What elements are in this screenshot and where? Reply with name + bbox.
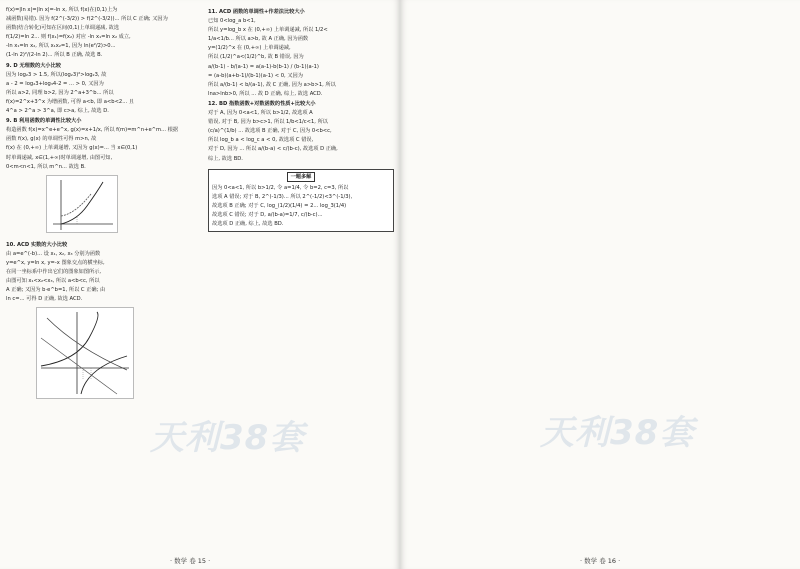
text-line: 所以 (1/2)^a<(1/2)^b, 故 B 错误, 因为 <box>208 54 304 61</box>
text-line: A 正确; 又因为 b·e^b=1, 所以 C 正确; 由 <box>6 287 106 294</box>
text-line: 时单调递减, x∈(1,+∞)时单调递增, 由图可知, <box>6 154 113 161</box>
question-9-label: 9. D 无理数的大小比较 <box>6 62 61 69</box>
text-line: 已知 0<log_a b<1, <box>208 18 256 25</box>
intro-block <box>6 6 198 60</box>
right-page <box>400 0 800 569</box>
text-line: 故选项 B 正确; 对于 C, log_(1/2)(1/4) = 2... log_3(1/4) <box>212 202 347 209</box>
page-footer-right: · 数学 卷 16 · <box>580 557 621 565</box>
text-line: 因为 log₂3 > 1.5, 所以(log₂3)²>log₂3, 故 <box>6 71 107 78</box>
text-line: -ln x₁=ln x₂, 所以 x₁x₂=1, 因为 ln(e²/2)>0... <box>6 43 116 50</box>
text-line: 所以 a>2, 同理 b>2, 因为 2^a+3^b... 所以 <box>6 89 114 96</box>
text-line: y=(1/2)^x 在 (0,+∞) 上单调递减, <box>208 45 291 52</box>
method-box-title: 一题多解 <box>287 172 316 182</box>
text-line: 所以 a/(b-1) < b/(a-1), 故 C 正确, 因为 a>b>1, 所以 <box>208 81 336 88</box>
text-line: 故选项 D 正确, 综上, 故选 BD. <box>212 221 284 228</box>
text-line: 选项 A 错误; 对于 B, 2^(-1/3)... 所以 2^(-1/2)<3^(-1/3), <box>212 193 353 200</box>
text-line: 故选项 C 错误; 对于 D, a/(b-a)=1/7, c/(b-c)... <box>212 211 323 218</box>
text-line: f(x)=|ln x|=|ln x|=-ln x, 所以 f(x)在(0,1)上为 <box>6 7 118 13</box>
text-line: 所以 log_b a < log_c a < 0, 故选项 C 错误, <box>208 137 314 144</box>
text-line: 错误, 对于 B, 因为 b>c>1, 所以 1/b<1/c<1, 所以 <box>208 119 328 126</box>
text-line: a/(b-1) - b/(a-1) = a(a-1)-b(b-1) / (b-1)(a-1) <box>208 63 319 70</box>
text-line: (1-ln 2)²/(2-ln 2)... 所以 B 正确, 故选 B. <box>6 52 103 59</box>
page-footer-left: · 数学 卷 15 · <box>170 557 211 565</box>
text-line: 综上, 故选 BD. <box>208 155 243 162</box>
text-line: a - 2 = log₂3+log₃4-2 = ... > 0, 又因为 <box>6 80 104 87</box>
text-line: 1/a<1/b... 所以 a>b, 故 A 正确, 因为函数 <box>208 36 309 43</box>
text-line: ln c=... 可得 D 正确, 故选 ACD. <box>6 296 83 303</box>
text-line: 所以 y=log_b x 在 (0,+∞) 上单调递减, 所以 1/2< <box>208 27 328 34</box>
left-column-2 <box>208 6 394 547</box>
watermark: 天利38套 <box>150 418 305 458</box>
text-line: 函数 f(x), g(x) 的单调性可得 m>n, 故 <box>6 136 97 143</box>
text-line: 函数(结合转化)可知在区间(0,1)上单调递减, 故选 <box>6 25 120 32</box>
text-line: 在同一坐标系中作出它们的图象如图所示, <box>6 269 102 276</box>
graph-figure-1 <box>46 175 118 233</box>
text-line: lna>lnb>0, 所以 ... 故 D 正确, 综上, 故选 ACD. <box>208 90 323 97</box>
text-line: 由 a=e^(-b)... 设 x₁, x₂, x₃ 分别为函数 <box>6 250 101 257</box>
text-line: f(x) 在 (0,+∞) 上单调递增, 又因为 g(x)=... 当 x∈(0,1) <box>6 145 138 152</box>
graph-figure-2 <box>36 307 134 399</box>
question-9b-label: 9. B 利用函数的单调性比较大小 <box>6 118 82 125</box>
multi-solution-box <box>208 169 394 233</box>
text-line: 4^a > 2^a > 3^a, 即 c>a, 综上, 故选 D. <box>6 108 109 115</box>
question-11-label: 11. ACD 函数的单调性+作差法比较大小 <box>208 9 305 15</box>
text-line: 对于 A, 因为 0<a<1, 所以 b>1/2, 故选项 A <box>208 110 313 117</box>
left-column-1 <box>6 6 198 547</box>
question-10-label: 10. ACD 实数的大小比较 <box>6 241 68 248</box>
text-line: (c/a)^(1/b) ... 故选项 B 正确, 对于 C, 因为 0<b<c, <box>208 128 332 135</box>
text-line: f(x)=2^x+3^x 为增函数, 可得 a<b, 即 a<b<2... 且 <box>6 98 134 105</box>
text-line: 0<m<n<1, 所以 m^n... 故选 B. <box>6 163 86 170</box>
text-line: 构造函数 f(x)=x^e+e^x, g(x)=x+1/x, 所以 f(m)=m^n+e^m... 根据 <box>6 127 179 134</box>
text-line: 由图可知 x₁<x₂<x₃, 所以 a<b<c, 所以 <box>6 278 100 285</box>
text-line: f(1/2)=ln 2... 则 f(x₁)=f(x₂) 对应 -ln x₁=ln x₂ 成立, <box>6 34 131 41</box>
text-line: 因为 0<a<1, 所以 b>1/2, 令 a=1/4, 令 b=2, c=3, 所以 <box>212 184 349 191</box>
text-line: 减函数(易错). 因为 f(2^(-3/2)) > f(2^(-3/2))... 所以 C 正确; 又因为 <box>6 16 168 23</box>
text-line: 对于 D, 因为 ... 所以 a/(b-a) < c/(b-c), 故选项 D 正确, <box>208 146 338 153</box>
watermark: 天利38套 <box>540 413 695 453</box>
text-line: = (a-b)(a+b-1)/(b-1)(a-1) < 0, 又因为 <box>208 72 303 79</box>
question-12-label: 12. BD 指数函数+对数函数的性质+比较大小 <box>208 100 316 107</box>
text-line: y=e^x, y=ln x, y=-x 图象交点的横坐标, <box>6 259 105 266</box>
